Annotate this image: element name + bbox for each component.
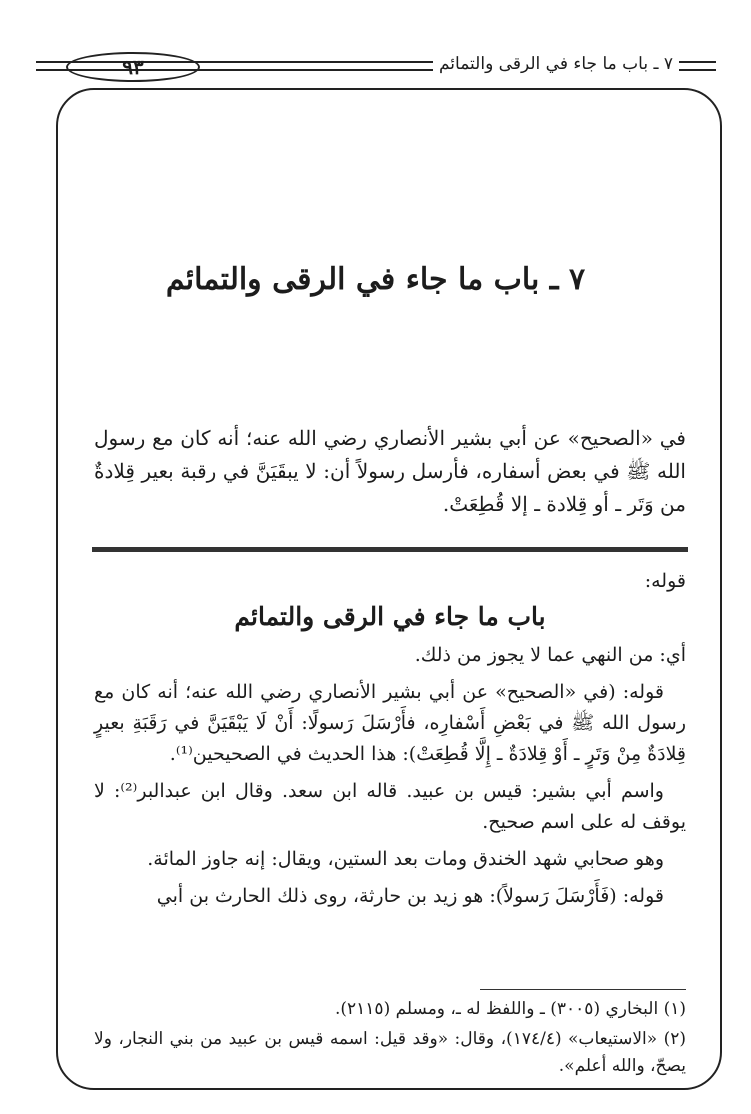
footnote-rule: [480, 989, 686, 990]
commentary-paragraph: قوله: (في «الصحيح» عن أبي بشير الأنصاري رضي الله عنه؛ أنه كان مع رسول الله ﷺ في بَعْضِ أَسْفارِه، فأَرْسَلَ رَسولًا: أَنْ لَا يَبْقَيَنَّ في رَقَبَةِ بعيرٍ قِلادَةٌ مِنْ وَتَرٍ ـ أَوْ قِلادَةٌ ـ إِلَّا قُطِعَتْ): هذا الحديث في الصحيحين⁽¹⁾.: [94, 681, 686, 765]
chapter-title: ٧ ـ باب ما جاء في الرقى والتمائم: [165, 262, 586, 297]
footnote-2: (٢) «الاستيعاب» (١٧٤/٤)، وقال: «وقد قيل: اسمه قيس بن عبيد من بني النجار، ولا يصحّ، والله أعلم».: [94, 1029, 686, 1076]
commentary: [94, 566, 686, 918]
footnote-1: (١) البخاري (٣٠٠٥) ـ واللفظ له ـ، ومسلم (٢١١٥).: [334, 999, 686, 1019]
commentary-subtitle: باب ما جاء في الرقى والتمائم: [234, 602, 546, 631]
commentary-paragraph: أي: من النهي عما لا يجوز من ذلك.: [414, 644, 686, 666]
page-number: ٩٣: [122, 55, 144, 79]
matn-text: في «الصحيح» عن أبي بشير الأنصاري رضي الله عنه؛ أنه كان مع رسول الله ﷺ في بعض أسفاره، فأرسل رسولاً أن: لا يبقَيَنَّ في رقبة بعير قِلادةٌ من وَتَر ـ أو قِلادة ـ إلا قُطِعَتْ.: [94, 426, 686, 516]
commentary-paragraph: وهو صحابي شهد الخندق ومات بعد الستين، ويقال: إنه جاوز المائة.: [147, 848, 664, 870]
running-title: ٧ ـ باب ما جاء في الرقى والتمائم: [433, 54, 679, 74]
qawluhu-label: قوله:: [644, 570, 686, 592]
footnotes: [94, 996, 686, 1083]
section-divider: [92, 547, 688, 552]
page-header: [0, 0, 751, 90]
commentary-paragraph: قوله: (فَأَرْسَلَ رَسولاً): هو زيد بن حارثة، روى ذلك الحارث بن أبي: [156, 885, 664, 907]
page-number-oval: [66, 52, 200, 82]
commentary-paragraph: واسم أبي بشير: قيس بن عبيد. قاله ابن سعد. وقال ابن عبدالبر⁽²⁾: لا يوقف له على اسم صحيح.: [94, 780, 686, 833]
